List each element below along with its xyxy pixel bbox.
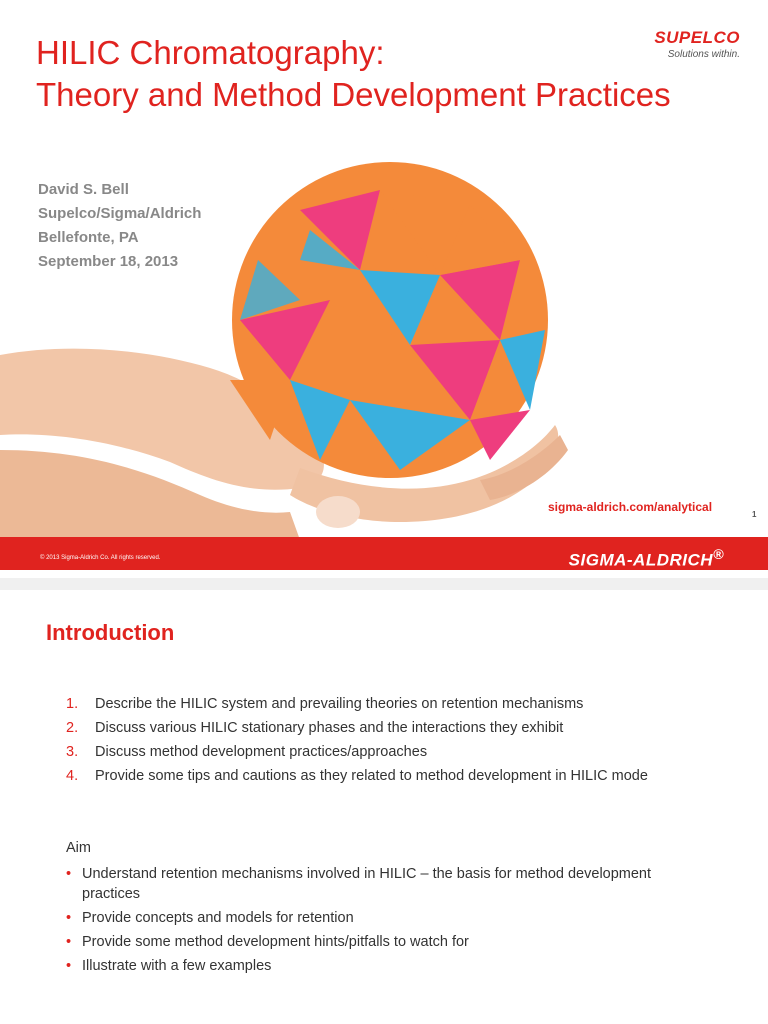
author-location: Bellefonte, PA [38,229,139,246]
item-text: Illustrate with a few examples [82,958,272,974]
title-line-1: HILIC Chromatography: [36,34,385,71]
list-item [66,694,716,715]
introduction-slide [0,590,768,1024]
aim-list [66,864,706,980]
slide-title [36,32,671,116]
slide-title: Introduction [46,620,175,645]
list-item [66,908,706,928]
item-text: Provide some method development hints/pitfalls to watch for [82,934,469,950]
item-number: 3. [66,744,79,760]
supelco-logo [612,28,740,60]
item-text: Provide some tips and cautions as they related to method development in HILIC mode [95,768,648,784]
supelco-logo-name: SUPELCO [654,28,740,47]
website-link[interactable]: sigma-aldrich.com/analytical [548,500,713,514]
objectives-list [66,694,716,790]
registered-mark: ® [713,547,724,563]
aim-heading: Aim [66,840,91,856]
supelco-logo-tagline: Solutions within. [667,49,740,60]
item-text: Provide concepts and models for retention [82,910,354,926]
list-item [66,932,706,952]
item-text: Discuss various HILIC stationary phases and the interactions they exhibit [95,720,564,736]
page-number: 1 [752,510,757,519]
presentation-date: September 18, 2013 [38,253,179,270]
item-number: 1. [66,696,79,712]
bullet: • [66,934,72,950]
footer-bar [0,537,768,570]
origami-ball [230,162,548,478]
hands-holding-origami-ball-image [0,150,768,540]
list-item [66,766,716,787]
item-text: Discuss method development practices/approaches [95,744,428,760]
bullet: • [66,910,72,926]
list-item [66,718,716,739]
bullet: • [66,958,72,974]
item-number: 4. [66,768,79,784]
list-item [66,742,716,763]
item-text: Describe the HILIC system and prevailing theories on retention mechanisms [95,696,584,712]
item-text: Understand retention mechanisms involved in HILIC – the basis for method development practices [82,866,652,902]
list-item [66,864,706,904]
slide-separator [0,578,768,590]
author-name: David S. Bell [38,181,129,198]
sigma-aldrich-logo [569,547,724,570]
bullet: • [66,866,72,882]
list-item [66,956,706,976]
item-number: 2. [66,720,79,736]
copyright-text: © 2013 Sigma-Aldrich Co. All rights reserved. [40,555,161,561]
author-organization: Supelco/Sigma/Aldrich [38,205,202,222]
sigma-aldrich-logo-text: SIGMA-ALDRICH [568,550,714,570]
title-line-2: Theory and Method Development Practices [36,76,671,113]
